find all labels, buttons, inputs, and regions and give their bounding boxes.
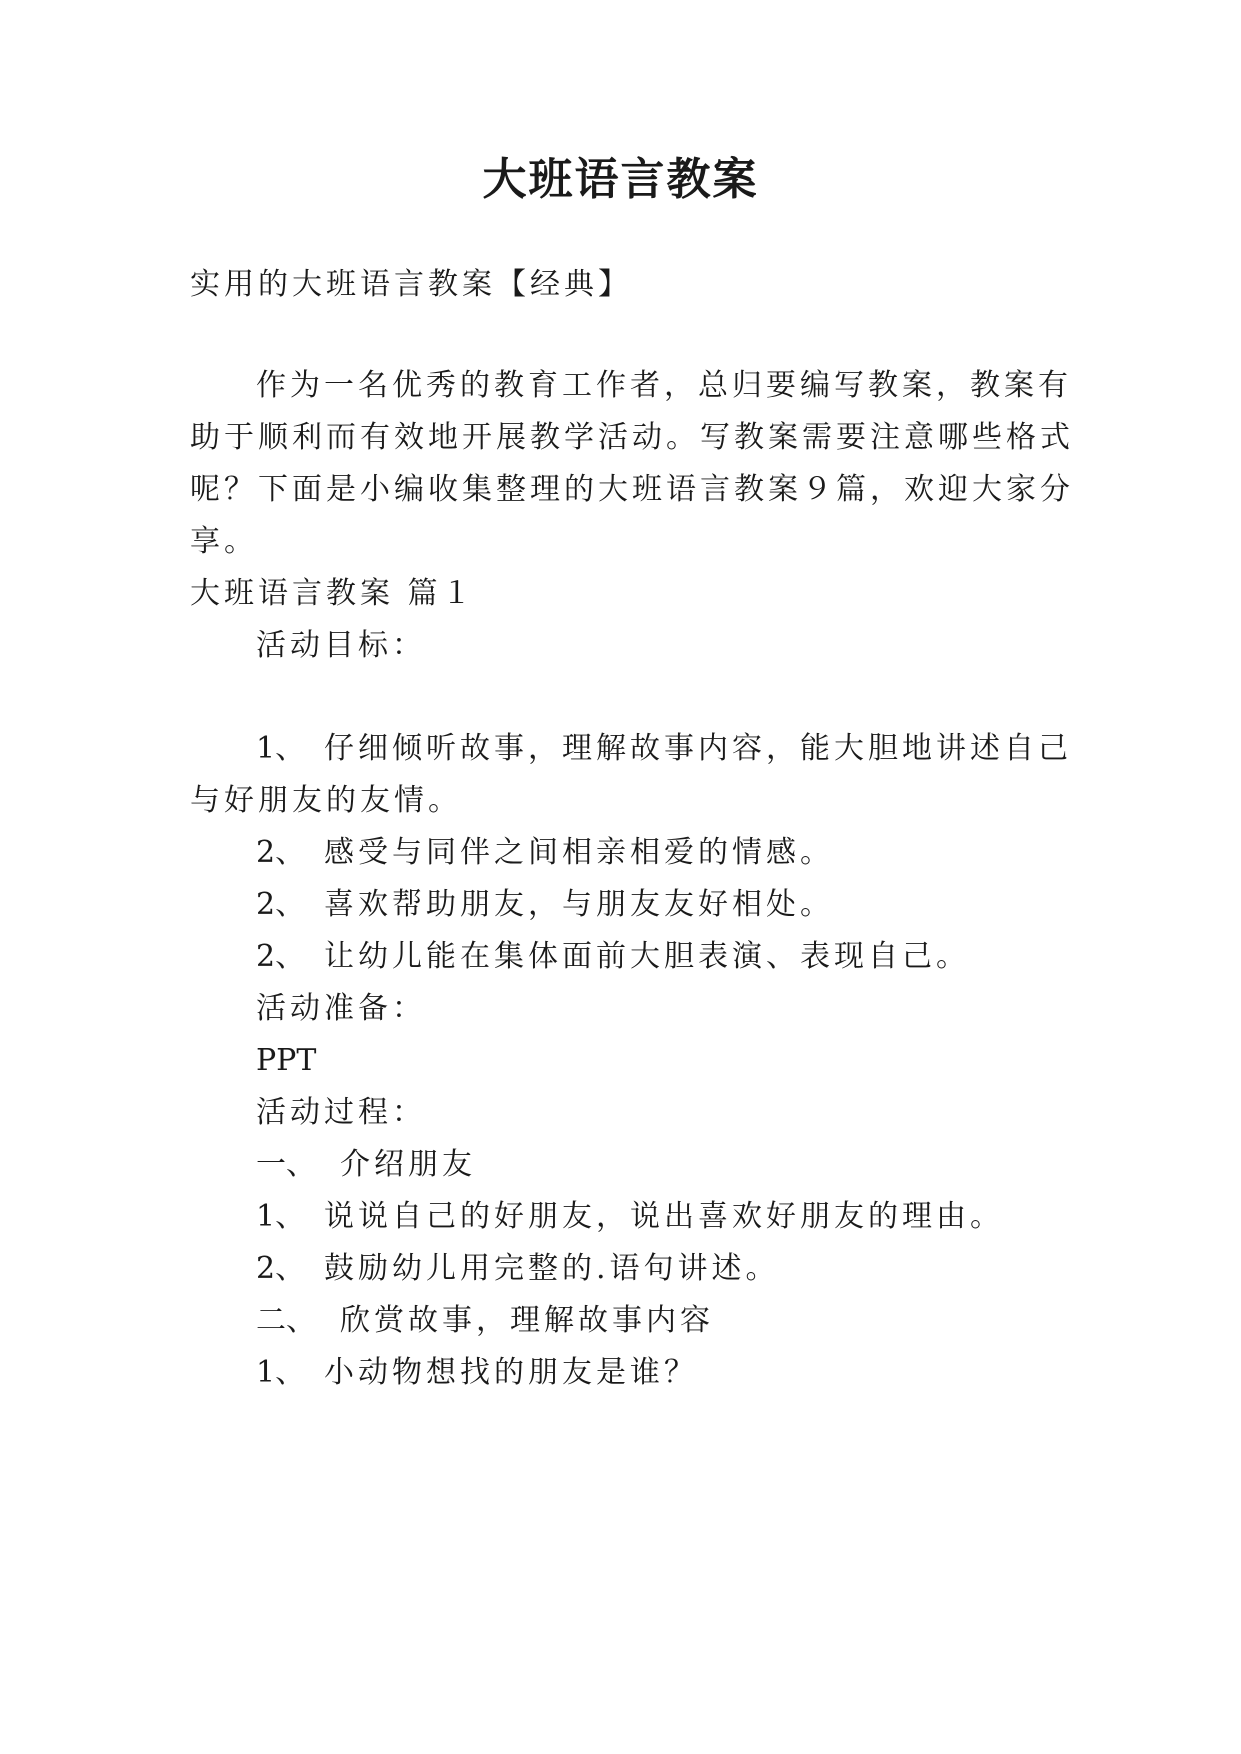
goal-item-1-continuation: 与好朋友的友情。 bbox=[190, 783, 462, 818]
process-step-number: 一、 bbox=[256, 1147, 316, 1182]
goal-number: 2、 bbox=[256, 887, 306, 922]
process-step-title: 欣赏故事，理解故事内容 bbox=[340, 1303, 714, 1338]
goal-number: 2、 bbox=[256, 835, 306, 870]
goal-number: 1、 bbox=[256, 731, 306, 766]
process-step-number: 二、 bbox=[256, 1303, 316, 1338]
process-step-1 bbox=[256, 1145, 476, 1185]
process-item bbox=[256, 1249, 780, 1289]
process-step-2 bbox=[256, 1301, 714, 1341]
section-heading: 大班语言教案 篇１ bbox=[190, 576, 476, 611]
goal-item-3 bbox=[256, 885, 834, 925]
goal-text: 感受与同伴之间相亲相爱的情感。 bbox=[324, 835, 834, 870]
goal-number: 2、 bbox=[256, 939, 306, 974]
prep-content: PPT bbox=[256, 1043, 317, 1078]
process-item-number: 1、 bbox=[256, 1199, 306, 1234]
goal-item-1 bbox=[256, 729, 1072, 769]
intro-line-1: 作为一名优秀的教育工作者，总归要编写教案，教案有 bbox=[256, 368, 1072, 403]
goal-text: 仔细倾听故事，理解故事内容，能大胆地讲述自己 bbox=[324, 731, 1072, 766]
document-subtitle: 实用的大班语言教案【经典】 bbox=[190, 267, 632, 302]
process-item-number: 2、 bbox=[256, 1251, 306, 1286]
process-step-title: 介绍朋友 bbox=[340, 1147, 476, 1182]
intro-line-3: 呢？下面是小编收集整理的大班语言教案９篇，欢迎大家分 bbox=[190, 472, 1074, 507]
process-item-text: 说说自己的好朋友，说出喜欢好朋友的理由。 bbox=[324, 1199, 1004, 1234]
process-item-number: 1、 bbox=[256, 1355, 306, 1390]
intro-line-2: 助于顺利而有效地开展教学活动。写教案需要注意哪些格式 bbox=[190, 420, 1074, 455]
goal-item-2 bbox=[256, 833, 834, 873]
intro-line-4: 享。 bbox=[190, 524, 258, 559]
goal-text: 喜欢帮助朋友，与朋友友好相处。 bbox=[324, 887, 834, 922]
goal-item-4 bbox=[256, 937, 970, 977]
goal-text: 让幼儿能在集体面前大胆表演、表现自己。 bbox=[324, 939, 970, 974]
process-item bbox=[256, 1197, 1004, 1237]
goals-heading: 活动目标： bbox=[256, 628, 426, 663]
process-item-text: 小动物想找的朋友是谁？ bbox=[324, 1355, 698, 1390]
process-item bbox=[256, 1353, 698, 1393]
process-heading: 活动过程： bbox=[256, 1095, 426, 1130]
process-item-text: 鼓励幼儿用完整的.语句讲述。 bbox=[324, 1251, 780, 1286]
document-title: 大班语言教案 bbox=[482, 154, 759, 205]
prep-heading: 活动准备： bbox=[256, 991, 426, 1026]
